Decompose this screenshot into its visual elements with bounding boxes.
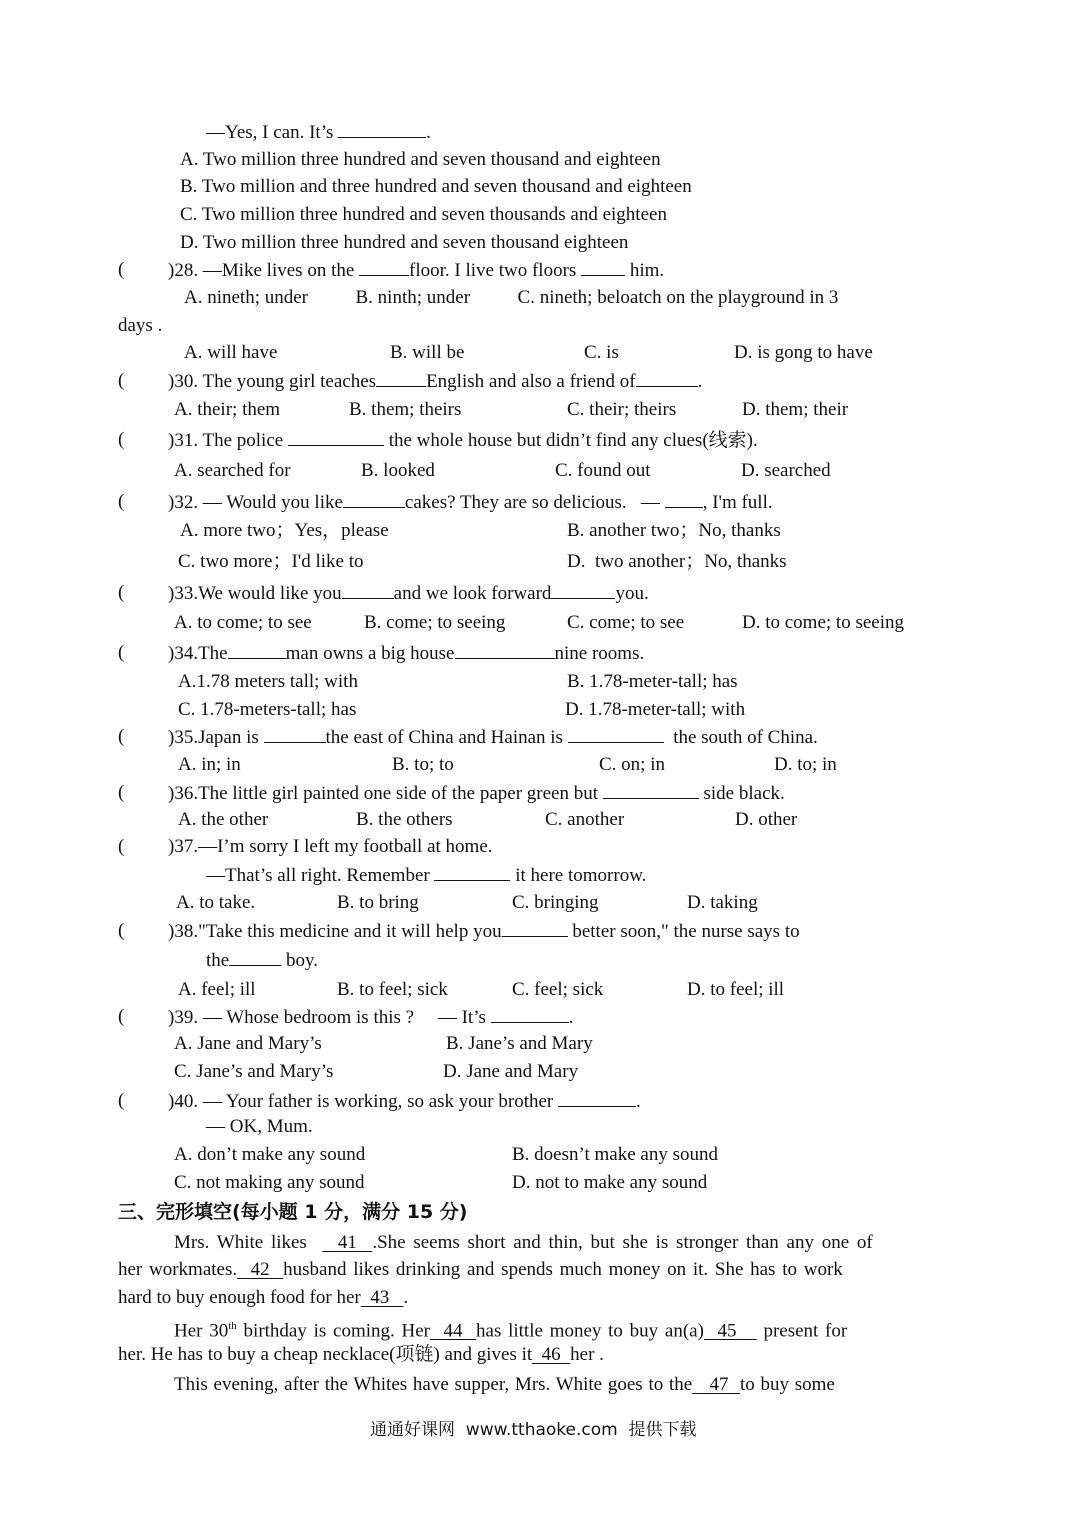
- q31-stem: )31. The police the whole house but didn’t find any clues(线索).: [168, 430, 758, 451]
- q40-response: — OK, Mum.: [206, 1116, 313, 1137]
- passage-line-1: Mrs. White likes 41 .She seems short and thin, but she is stronger than any one of: [174, 1232, 873, 1253]
- q40-option-b: B. doesn’t make any sound: [512, 1144, 718, 1165]
- q28-stem: )28. —Mike lives on the floor. I live two floors him.: [168, 260, 665, 281]
- q38-option-b: B. to feel; sick: [337, 979, 448, 1000]
- q36-option-b: B. the others: [356, 809, 453, 830]
- q37-option-c: C. bringing: [512, 892, 599, 913]
- q39-option-d: D. Jane and Mary: [443, 1061, 579, 1082]
- q36-stem: )36.The little girl painted one side of the paper green but side black.: [168, 783, 785, 804]
- q38-stem-line2: the boy.: [206, 950, 318, 971]
- q36-paren: (: [118, 782, 125, 803]
- q28-paren: (: [118, 259, 125, 280]
- q35-option-b: B. to; to: [392, 754, 454, 775]
- q32-option-c: C. two more；I'd like to: [178, 551, 364, 572]
- q34-option-b: B. 1.78-meter-tall; has: [567, 671, 738, 692]
- footer-download-note: 通通好课网 www.tthaoke.com 提供下载: [370, 1420, 697, 1440]
- q27-option-a: A. Two million three hundred and seven thousand and eighteen: [180, 149, 661, 170]
- q40-option-d: D. not to make any sound: [512, 1172, 708, 1193]
- q34-option-d: D. 1.78-meter-tall; with: [565, 699, 746, 720]
- q27-option-c: C. Two million three hundred and seven thousands and eighteen: [180, 204, 667, 225]
- q27-option-d: D. Two million three hundred and seven thousand eighteen: [180, 232, 629, 253]
- q39-option-c: C. Jane’s and Mary’s: [174, 1061, 334, 1082]
- q31-paren: (: [118, 429, 125, 450]
- q34-stem: )34.The man owns a big house nine rooms.: [168, 643, 645, 664]
- q27-option-b: B. Two million and three hundred and seven thousand and eighteen: [180, 176, 692, 197]
- q40-paren: (: [118, 1090, 125, 1111]
- blank-47: 47: [709, 1374, 729, 1395]
- q40-option-c: C. not making any sound: [174, 1172, 365, 1193]
- q40-option-a: A. don’t make any sound: [174, 1144, 366, 1165]
- q39-stem: )39. — Whose bedroom is this ? — It’s .: [168, 1007, 574, 1028]
- q33-option-c: C. come; to see: [567, 612, 685, 633]
- q36-option-d: D. other: [735, 809, 798, 830]
- q32-option-b: B. another two；No, thanks: [567, 520, 781, 541]
- q34-option-c: C. 1.78-meters-tall; has: [178, 699, 357, 720]
- q37-option-d: D. taking: [687, 892, 758, 913]
- q31-option-d: D. searched: [741, 460, 831, 481]
- q33-paren: (: [118, 582, 125, 603]
- blank-46: 46: [541, 1344, 561, 1365]
- q30-stem: )30. The young girl teaches English and also a friend of .: [168, 371, 703, 392]
- q38-option-a: A. feel; ill: [178, 979, 256, 1000]
- q39-option-a: A. Jane and Mary’s: [174, 1033, 322, 1054]
- q37-paren: (: [118, 836, 125, 857]
- q30-option-c: C. their; theirs: [567, 399, 677, 420]
- q34-option-a: A.1.78 meters tall; with: [178, 671, 358, 692]
- q27-answer-line: —Yes, I can. It’s .: [206, 122, 431, 143]
- q28-wrap: days .: [118, 315, 163, 336]
- q36-option-c: C. another: [545, 809, 625, 830]
- q32-stem: )32. — Would you like cakes? They are so delicious. — , I'm full.: [168, 492, 773, 513]
- q38-option-c: C. feel; sick: [512, 979, 604, 1000]
- q32-paren: (: [118, 491, 125, 512]
- q32-option-a: A. more two；Yes，please: [180, 520, 389, 541]
- q32-option-d: D. two another；No, thanks: [567, 551, 787, 572]
- q35-option-a: A. in; in: [178, 754, 241, 775]
- q34-paren: (: [118, 642, 125, 663]
- q30-option-d: D. them; their: [742, 399, 849, 420]
- q31-option-c: C. found out: [555, 460, 651, 481]
- blank-43: 43: [370, 1287, 390, 1308]
- q37-option-b: B. to bring: [337, 892, 419, 913]
- q30-option-b: B. them; theirs: [349, 399, 462, 420]
- q29-option-c: C. is: [584, 342, 619, 363]
- q31-option-a: A. searched for: [174, 460, 291, 481]
- blank-45: 45: [717, 1320, 737, 1342]
- q37-response: —That’s all right. Remember it here tomorrow.: [206, 865, 647, 886]
- q33-option-a: A. to come; to see: [174, 612, 312, 633]
- q35-option-d: D. to; in: [774, 754, 837, 775]
- q29-option-d: D. is gong to have: [734, 342, 873, 363]
- q36-option-a: A. the other: [178, 809, 269, 830]
- q29-option-b: B. will be: [390, 342, 465, 363]
- q39-paren: (: [118, 1006, 125, 1027]
- q29-option-a: A. will have: [184, 342, 278, 363]
- q30-option-a: A. their; them: [174, 399, 281, 420]
- q30-paren: (: [118, 370, 125, 391]
- q31-option-b: B. looked: [361, 460, 435, 481]
- section-heading-cloze: 三、完形填空(每小题 1 分，满分 15 分): [118, 1201, 468, 1223]
- passage-line-2: her workmates. 42 husband likes drinking and spends much money on it. She has to work: [118, 1259, 843, 1280]
- q35-paren: (: [118, 726, 125, 747]
- q38-stem: )38."Take this medicine and it will help you better soon," the nurse says to: [168, 921, 800, 942]
- q33-option-b: B. come; to seeing: [364, 612, 506, 633]
- q39-option-b: B. Jane’s and Mary: [446, 1033, 593, 1054]
- q40-stem: )40. — Your father is working, so ask your brother .: [168, 1091, 641, 1112]
- q35-option-c: C. on; in: [599, 754, 665, 775]
- q37-stem: )37.—I’m sorry I left my football at home.: [168, 836, 493, 857]
- passage-line-3: hard to buy enough food for her 43 .: [118, 1287, 409, 1308]
- passage-line-5: her. He has to buy a cheap necklace(项链) and gives it 46 her .: [118, 1344, 604, 1365]
- q37-option-a: A. to take.: [176, 892, 256, 913]
- blank-44: 44: [443, 1320, 463, 1342]
- blank-42: 42: [250, 1259, 270, 1280]
- q35-stem: )35.Japan is the east of China and Hainan is the south of China.: [168, 727, 818, 748]
- q33-stem: )33.We would like you and we look forward you.: [168, 583, 649, 604]
- q33-option-d: D. to come; to seeing: [742, 612, 904, 633]
- q28-options: A. nineth; under B. ninth; under C. nineth; beloatch on the playground in 3: [184, 287, 839, 308]
- blank-41: 41: [337, 1232, 357, 1253]
- q38-paren: (: [118, 920, 125, 941]
- passage-line-6: This evening, after the Whites have supper, Mrs. White goes to the 47 to buy some: [174, 1374, 835, 1395]
- q38-option-d: D. to feel; ill: [687, 979, 785, 1000]
- passage-line-4: Her 30th birthday is coming. Her 44 has little money to buy an(a) 45 present for: [174, 1320, 848, 1342]
